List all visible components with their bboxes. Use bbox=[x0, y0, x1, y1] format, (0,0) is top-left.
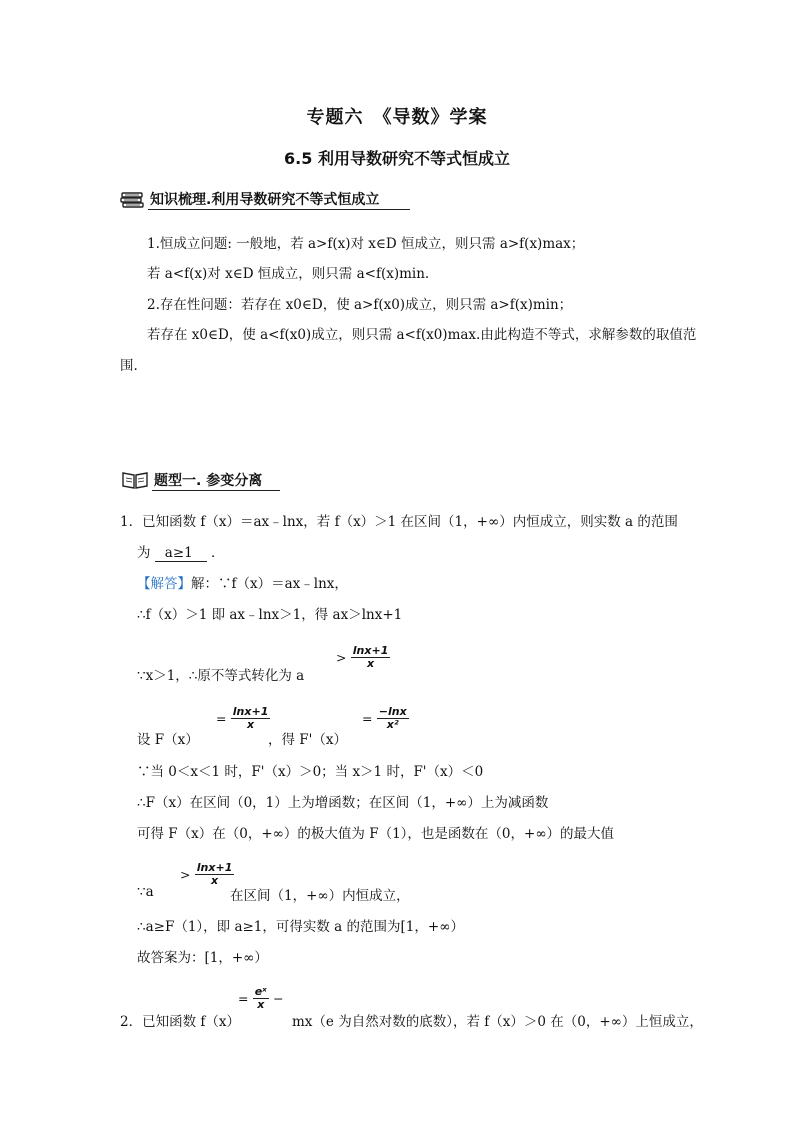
frac3-numerator: −lnx bbox=[378, 705, 407, 718]
solution-line-8b: 在区间（1，+∞）内恒成立， bbox=[230, 888, 410, 904]
problem1-answer: a≥1 bbox=[155, 545, 207, 562]
problem1-answer-line bbox=[137, 541, 225, 562]
page-subtitle: 6.5 利用导数研究不等式恒成立 bbox=[284, 149, 510, 168]
solution-line-4b: ，得 F'（x） bbox=[268, 732, 347, 748]
solution-fraction-4: > $\frac{\ln x+1}{x}$ bbox=[180, 861, 233, 887]
page-title: 专题六 《导数》学案 bbox=[306, 107, 488, 128]
solution-fraction-3: = $\frac{-\ln x}{\text{x²}}$ bbox=[362, 705, 407, 731]
problem2-fraction: = $\frac{\text{eˣ}}{x}$ − bbox=[238, 985, 284, 1011]
knowledge-line-3: 2.存在性问题：若存在 x0∈D，使 a>f(x0)成立，则只需 a>f(x)min； bbox=[147, 297, 573, 313]
solution-line-6: ∴F（x）在区间（0，1）上为增函数；在区间（1，+∞）上为减函数 bbox=[137, 795, 549, 811]
problem2-frac-denominator: x bbox=[257, 998, 265, 1011]
knowledge-line-4: 若存在 x0∈D，使 a<f(x0)成立，则只需 a<f(x0)max.由此构造不等式，求解参数的取值范 bbox=[147, 327, 697, 343]
frac2-denominator: x bbox=[247, 718, 255, 731]
solution-line-5: ∵当 0＜x＜1 时，F'（x）＞0；当 x＞1 时，F'（x）＜0 bbox=[137, 764, 484, 780]
problem1-stem: 1．已知函数 f（x）＝ax﹣lnx，若 f（x）＞1 在区间（1，+∞）内恒成立，则实数 a 的范围 bbox=[120, 514, 678, 530]
section2-underline bbox=[152, 490, 280, 491]
solution-fraction-1: > $\frac{\ln x+1}{x}$ bbox=[336, 644, 389, 670]
section2-heading: 题型一. 参变分离 bbox=[154, 473, 263, 489]
solution-line-9: ∴a≥F（1），即 a≥1，可得实数 a 的范围为[1，+∞） bbox=[137, 919, 464, 935]
problem2-frac-numerator: eˣ bbox=[254, 985, 267, 998]
solution-line-3: ∵x＞1，∴原不等式转化为 a bbox=[137, 668, 305, 684]
section1-underline bbox=[148, 209, 410, 210]
frac3-denominator: x² bbox=[386, 718, 399, 731]
knowledge-line-2: 若 a<f(x)对 x∈D 恒成立，则只需 a<f(x)min. bbox=[147, 266, 430, 282]
frac2-numerator: lnx+1 bbox=[232, 705, 269, 718]
frac4-denominator: x bbox=[211, 874, 219, 887]
solution-text-1: 解：∵f（x）＝ax﹣lnx， bbox=[191, 576, 348, 592]
solution-line-2: ∴f（x）＞1 即 ax﹣lnx＞1，得 ax＞lnx+1 bbox=[137, 607, 403, 623]
solution-line-1 bbox=[137, 572, 348, 592]
section1-heading: 知识梳理.利用导数研究不等式恒成立 bbox=[150, 192, 380, 208]
open-book-icon bbox=[121, 469, 149, 491]
solution-line-4a: 设 F（x） bbox=[137, 732, 199, 748]
solution-line-7: 可得 F（x）在（0，+∞）的极大值为 F（1），也是函数在（0，+∞）的最大值 bbox=[137, 826, 615, 842]
frac4-numerator: lnx+1 bbox=[196, 861, 233, 874]
frac1-denominator: x bbox=[367, 657, 375, 670]
problem1-stem-prefix: 为 bbox=[137, 545, 151, 561]
problem2-prefix: 2．已知函数 f（x） bbox=[120, 1014, 240, 1030]
problem1-stem-suffix: ． bbox=[211, 545, 225, 561]
solution-line-10: 故答案为：[1，+∞） bbox=[137, 950, 268, 966]
frac1-numerator: lnx+1 bbox=[352, 644, 389, 657]
solution-label: 【解答】 bbox=[137, 576, 191, 592]
solution-fraction-2: = $\frac{\ln x+1}{x}$ bbox=[216, 705, 269, 731]
knowledge-line-1: 1.恒成立问题: 一般地，若 a>f(x)对 x∈D 恒成立，则只需 a>f(x)max； bbox=[147, 236, 585, 252]
problem2-suffix: mx（e 为自然对数的底数），若 f（x）＞0 在（0，+∞）上恒成立， bbox=[292, 1014, 703, 1030]
book-stack-icon bbox=[120, 190, 146, 212]
solution-line-8a: ∵a bbox=[137, 884, 154, 900]
knowledge-line-5: 围. bbox=[120, 358, 138, 374]
